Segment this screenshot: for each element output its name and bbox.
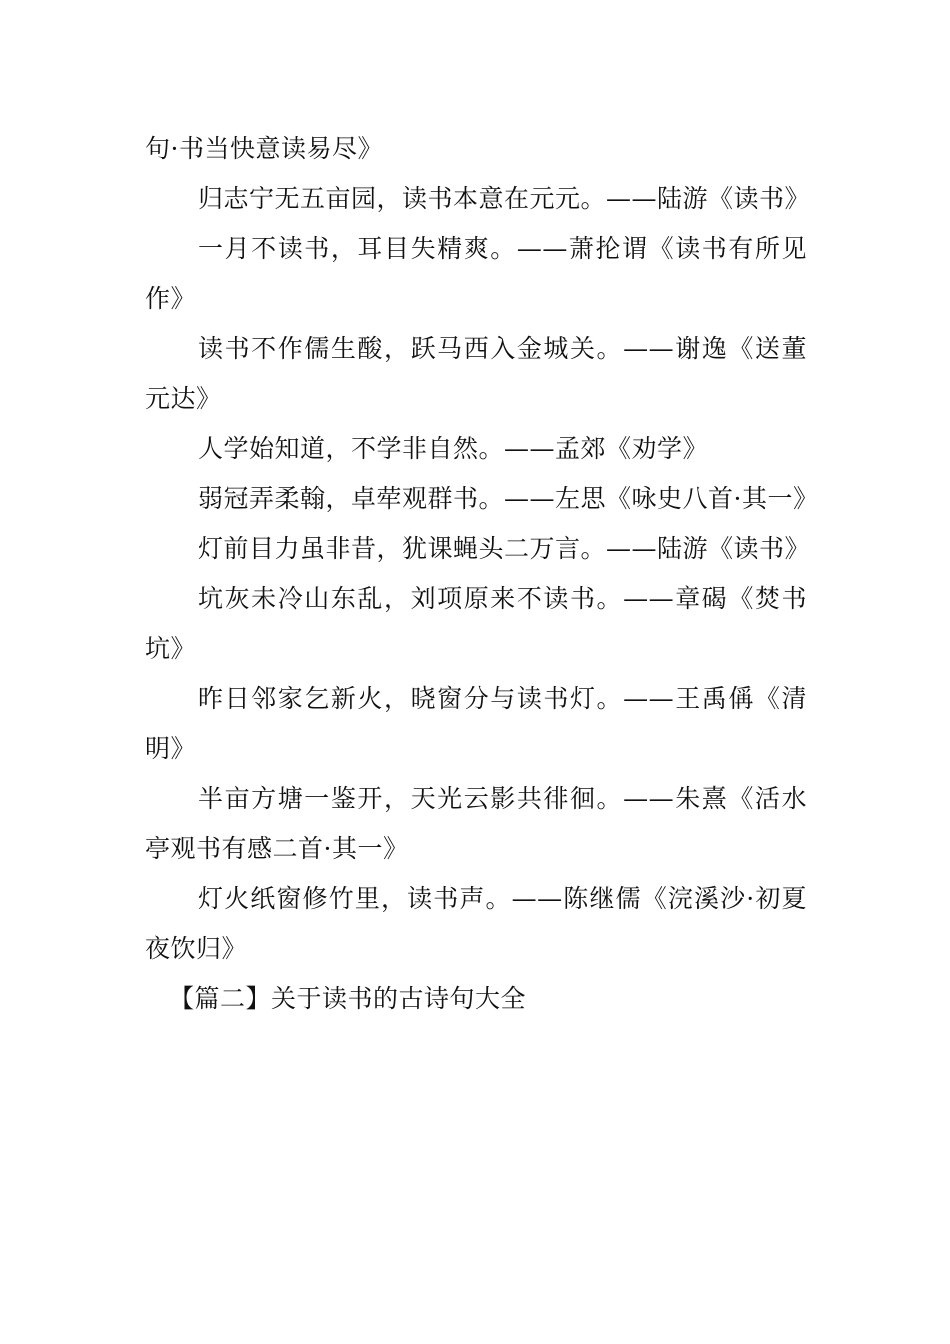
document-body [145,124,819,1024]
quote-paragraph: 昨日邻家乞新火，晓窗分与读书灯。——王禹偁《清明》 [145,684,807,763]
section-heading: 【篇二】关于读书的古诗句大全 [169,984,527,1013]
continuation-line: 句·书当快意读易尽》 [145,134,383,163]
quote-paragraph: 人学始知道，不学非自然。——孟郊《劝学》 [198,434,709,463]
quote-paragraph: 读书不作儒生酸，跃马西入金城关。——谢逸《送董元达》 [145,334,807,413]
quote-paragraph: 弱冠弄柔翰，卓荦观群书。——左思《咏史八首·其一》 [198,484,819,513]
quote-paragraph: 半亩方塘一鉴开，天光云影共徘徊。——朱熹《活水亭观书有感二首·其一》 [145,784,807,863]
quote-paragraph: 坑灰未冷山东乱，刘项原来不读书。——章碣《焚书坑》 [145,584,807,663]
quote-paragraph: 一月不读书，耳目失精爽。——萧抡谓《读书有所见作》 [145,234,807,313]
quote-paragraph: 归志宁无五亩园，读书本意在元元。——陆游《读书》 [198,184,811,213]
quote-paragraph: 灯火纸窗修竹里，读书声。——陈继儒《浣溪沙·初夏夜饮归》 [145,884,807,963]
quote-paragraph: 灯前目力虽非昔，犹课蝇头二万言。——陆游《读书》 [198,534,811,563]
